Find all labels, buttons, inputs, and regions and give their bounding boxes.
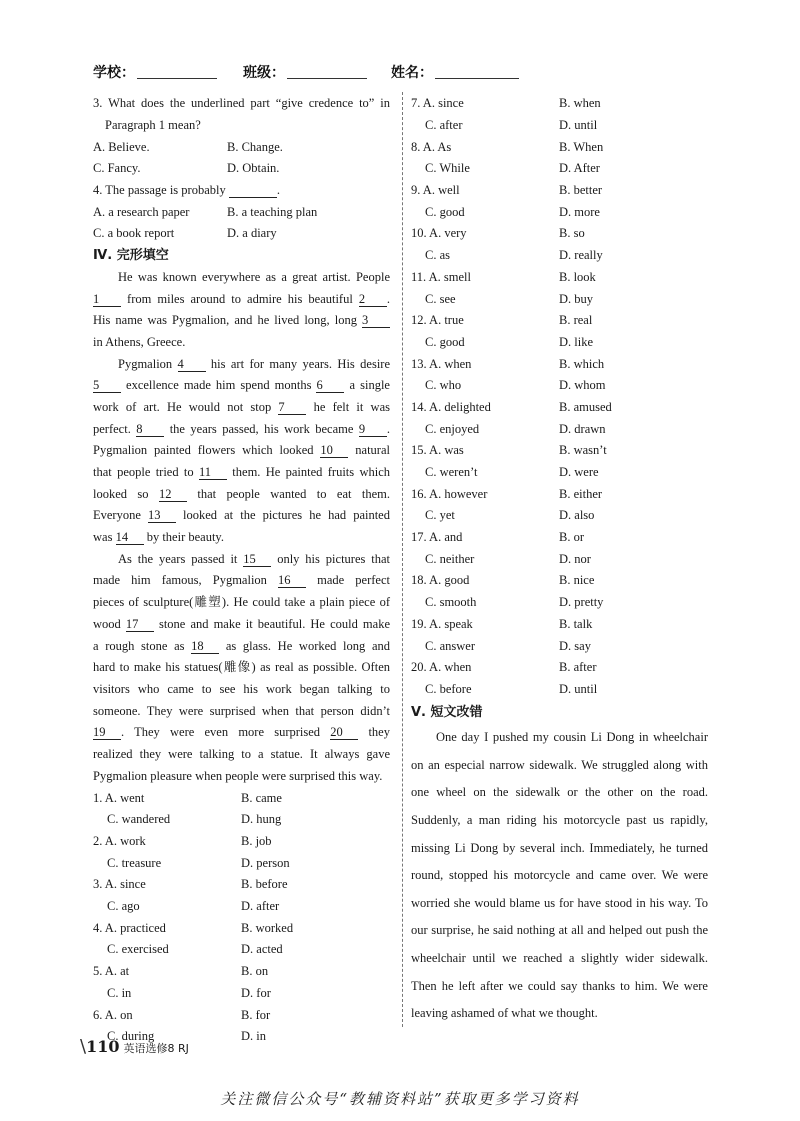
cloze-options-right bbox=[411, 93, 708, 700]
section-4-title: Ⅳ. 完形填空 bbox=[93, 247, 169, 263]
correction-line: round, stopped his motorcycle and came over. We were bbox=[411, 868, 708, 883]
cloze-option[interactable]: D. whom bbox=[559, 378, 606, 393]
name-field bbox=[391, 62, 519, 82]
cloze-option[interactable]: D. more bbox=[559, 204, 600, 219]
cloze-line bbox=[93, 289, 390, 311]
correction-line: our surprise, he said nothing at all and helped out push the bbox=[411, 923, 708, 938]
cloze-option[interactable]: 11. A. smell bbox=[411, 269, 471, 284]
cloze-option[interactable]: D. until bbox=[559, 681, 598, 696]
correction-line: Then he left after we could say thanks to him. We were bbox=[411, 978, 708, 993]
q4-option-a[interactable]: A. a research paper bbox=[93, 204, 190, 219]
cloze-line bbox=[93, 592, 390, 614]
cloze-option-row bbox=[93, 917, 390, 939]
cloze-option[interactable]: D. after bbox=[241, 899, 280, 914]
cloze-option[interactable]: B. nice bbox=[559, 573, 595, 588]
cloze-text: He was known everywhere as a great artist. People bbox=[93, 269, 390, 284]
cloze-option[interactable]: 19. A. speak bbox=[411, 616, 473, 631]
cloze-text: Everyone bbox=[93, 508, 148, 523]
cloze-blank-11[interactable]: 11 bbox=[199, 465, 227, 480]
cloze-option[interactable]: B. after bbox=[559, 660, 597, 675]
cloze-text: stone and make it beautiful. He could make bbox=[153, 616, 390, 631]
cloze-option[interactable]: C. as bbox=[425, 248, 450, 263]
cloze-option[interactable]: C. answer bbox=[425, 638, 475, 653]
cloze-option[interactable]: 20. A. when bbox=[411, 660, 472, 675]
cloze-option[interactable]: 1. A. went bbox=[93, 790, 145, 805]
page-mark-icon: \ bbox=[80, 1036, 87, 1057]
cloze-option[interactable]: B. on bbox=[241, 964, 269, 979]
footer-note: 关注微信公众号“教辅资料站”获取更多学习资料 bbox=[220, 1090, 580, 1108]
cloze-line bbox=[93, 505, 390, 527]
cloze-options-left bbox=[93, 787, 390, 1047]
cloze-blank-19[interactable]: 19 bbox=[93, 725, 121, 740]
cloze-option-row bbox=[411, 375, 708, 397]
q3-options-row bbox=[93, 158, 390, 180]
cloze-option-row bbox=[411, 288, 708, 310]
class-field bbox=[243, 62, 367, 82]
cloze-blank-5[interactable]: 5 bbox=[93, 378, 121, 393]
correction-line: One day I pushed my cousin Li Dong in wheelchair bbox=[411, 730, 708, 745]
cloze-line bbox=[93, 570, 390, 592]
cloze-option[interactable]: D. After bbox=[559, 161, 600, 176]
cloze-text: from miles around to admire his beautiful bbox=[121, 291, 359, 306]
correction-line: leaving ashamed of what we thought. bbox=[411, 1006, 598, 1021]
cloze-text: that people tried to bbox=[93, 465, 199, 479]
cloze-line bbox=[93, 462, 390, 484]
cloze-text: made him famous, Pygmalion bbox=[93, 573, 279, 588]
cloze-option-row bbox=[411, 310, 708, 332]
cloze-option-row bbox=[411, 223, 708, 245]
cloze-text: His name was Pygmalion, and he lived long, long bbox=[93, 313, 362, 328]
cloze-option[interactable]: C. see bbox=[425, 291, 456, 306]
cloze-passage bbox=[93, 267, 390, 788]
cloze-text: As the years passed it bbox=[93, 551, 244, 566]
cloze-blank-15[interactable]: 15 bbox=[243, 552, 271, 567]
cloze-blank-7[interactable]: 7 bbox=[278, 400, 306, 415]
cloze-option-row bbox=[411, 418, 708, 440]
right-column bbox=[411, 93, 708, 1028]
q4-stem-text: 4. The passage is probably bbox=[93, 182, 226, 197]
cloze-text: . They were even more surprised bbox=[121, 725, 331, 740]
cloze-line bbox=[93, 766, 390, 788]
cloze-option-row bbox=[411, 332, 708, 354]
cloze-option-row bbox=[93, 787, 390, 809]
cloze-blank-20[interactable]: 20 bbox=[330, 725, 358, 740]
cloze-line bbox=[93, 440, 390, 462]
correction-line: one wheel on the sidewalk or the other on the road. bbox=[411, 785, 708, 800]
cloze-option-row bbox=[93, 809, 390, 831]
cloze-option[interactable]: B. real bbox=[559, 313, 593, 328]
correction-line: on an especial narrow sidewalk. We struggled along with bbox=[411, 757, 708, 772]
cloze-blank-2[interactable]: 2 bbox=[359, 292, 387, 307]
cloze-option-row bbox=[411, 527, 708, 549]
cloze-text: his art for many years. His desire bbox=[205, 356, 390, 371]
cloze-option[interactable]: 4. A. practiced bbox=[93, 920, 166, 935]
class-label: 班级： bbox=[243, 65, 285, 81]
cloze-option-row bbox=[93, 896, 390, 918]
cloze-option[interactable]: C. good bbox=[425, 334, 465, 349]
cloze-option[interactable]: B. worked bbox=[241, 920, 294, 935]
cloze-option[interactable]: 16. A. however bbox=[411, 486, 488, 501]
cloze-line bbox=[93, 701, 390, 723]
cloze-option[interactable]: 14. A. delighted bbox=[411, 399, 491, 414]
cloze-option[interactable]: 13. A. when bbox=[411, 356, 472, 371]
cloze-option[interactable]: B. came bbox=[241, 790, 282, 805]
cloze-option[interactable]: 8. A. As bbox=[411, 139, 452, 154]
q4-options-row bbox=[93, 223, 390, 245]
cloze-blank-13[interactable]: 13 bbox=[148, 508, 176, 523]
cloze-line bbox=[93, 549, 390, 571]
school-field bbox=[93, 62, 217, 82]
cloze-option[interactable]: D. pretty bbox=[559, 595, 604, 610]
section-5-title: Ⅴ. 短文改错 bbox=[411, 705, 483, 721]
cloze-option-row bbox=[411, 635, 708, 657]
cloze-text: was bbox=[93, 530, 116, 545]
error-correction-passage bbox=[411, 724, 708, 1028]
cloze-option[interactable]: B. look bbox=[559, 269, 596, 284]
cloze-option[interactable]: D. were bbox=[559, 465, 599, 480]
q4-option-b[interactable]: B. a teaching plan bbox=[227, 204, 318, 219]
cloze-text: Pygmalion pleasure when people were surprised this way. bbox=[93, 768, 383, 783]
cloze-text: only his pictures that bbox=[271, 551, 391, 566]
cloze-text: that people wanted to eat them. bbox=[186, 486, 390, 501]
cloze-option[interactable]: 2. A. work bbox=[93, 834, 146, 849]
cloze-text: . bbox=[386, 291, 390, 306]
cloze-option-row bbox=[411, 353, 708, 375]
cloze-option[interactable]: C. during bbox=[107, 1029, 155, 1044]
correction-line: missing Li Dong by several inch. Immediately, he turned bbox=[411, 840, 708, 855]
cloze-option[interactable]: D. like bbox=[559, 334, 594, 349]
cloze-line bbox=[93, 267, 390, 289]
cloze-text: . bbox=[386, 421, 390, 436]
class-blank[interactable] bbox=[287, 64, 367, 79]
cloze-option[interactable]: C. neither bbox=[425, 551, 475, 566]
cloze-option-row bbox=[411, 115, 708, 137]
cloze-option-row bbox=[93, 939, 390, 961]
correction-line: Suddenly, a man riding his motorcycle past us rapidly, bbox=[411, 813, 708, 828]
cloze-option[interactable]: B. when bbox=[559, 96, 601, 111]
cloze-option[interactable]: D. really bbox=[559, 248, 603, 263]
q3-option-c[interactable]: C. Fancy. bbox=[93, 161, 141, 176]
cloze-option-row bbox=[411, 570, 708, 592]
q3-option-a[interactable]: A. Believe. bbox=[93, 139, 150, 154]
cloze-option[interactable]: C. before bbox=[425, 681, 472, 696]
cloze-line bbox=[93, 332, 390, 354]
cloze-option-row bbox=[411, 245, 708, 267]
cloze-text: made perfect bbox=[306, 573, 391, 588]
cloze-text: Pygmalion bbox=[93, 356, 178, 371]
cloze-option[interactable]: D. hung bbox=[241, 812, 282, 827]
school-blank[interactable] bbox=[137, 64, 217, 79]
cloze-blank-1[interactable]: 1 bbox=[93, 292, 121, 307]
cloze-option-row bbox=[411, 397, 708, 419]
cloze-option-row bbox=[93, 874, 390, 896]
cloze-option-row bbox=[411, 614, 708, 636]
cloze-text: wood bbox=[93, 616, 126, 631]
cloze-text: by their beauty. bbox=[143, 530, 224, 545]
cloze-blank-10[interactable]: 10 bbox=[320, 443, 348, 458]
q3-option-b[interactable]: B. Change. bbox=[227, 139, 283, 154]
cloze-option[interactable]: D. nor bbox=[559, 551, 591, 566]
cloze-line bbox=[93, 527, 390, 549]
q4-stem-end: . bbox=[276, 182, 280, 197]
cloze-option[interactable]: D. person bbox=[241, 855, 290, 870]
school-label: 学校： bbox=[93, 65, 135, 81]
q3-options-row bbox=[93, 136, 390, 158]
cloze-option[interactable]: B. before bbox=[241, 877, 288, 892]
cloze-blank-16[interactable]: 16 bbox=[278, 573, 306, 588]
cloze-blank-14[interactable]: 14 bbox=[116, 530, 144, 545]
cloze-option-row bbox=[411, 201, 708, 223]
cloze-text: the years passed, his work became bbox=[164, 421, 359, 436]
cloze-text: he felt it was bbox=[306, 399, 390, 414]
cloze-option[interactable]: C. good bbox=[425, 204, 465, 219]
cloze-text: as glass. He worked long and bbox=[219, 638, 390, 653]
name-label: 姓名： bbox=[391, 65, 433, 81]
cloze-option[interactable]: B. or bbox=[559, 530, 584, 545]
cloze-option[interactable]: B. either bbox=[559, 486, 603, 501]
cloze-option-row bbox=[411, 679, 708, 701]
page-number: 110 bbox=[86, 1037, 120, 1056]
cloze-option-row bbox=[411, 592, 708, 614]
cloze-text: them. He painted fruits which bbox=[226, 465, 391, 479]
cloze-option[interactable]: 9. A. well bbox=[411, 183, 460, 198]
cloze-option-row bbox=[411, 267, 708, 289]
column-divider bbox=[402, 92, 403, 1027]
cloze-line bbox=[93, 722, 390, 744]
cloze-option[interactable]: D. in bbox=[241, 1029, 266, 1044]
cloze-text: a rough stone as bbox=[93, 638, 192, 653]
correction-line: worried she would blame us for have stood in his way. To bbox=[411, 895, 708, 910]
cloze-text: a single bbox=[344, 378, 390, 393]
cloze-text: realized they were talking to a statue. It always gave bbox=[93, 746, 390, 761]
cloze-option-row bbox=[93, 961, 390, 983]
cloze-line bbox=[93, 419, 390, 441]
cloze-option[interactable]: C. enjoyed bbox=[425, 421, 480, 436]
cloze-option[interactable]: D. drawn bbox=[559, 421, 606, 436]
cloze-text: looked so bbox=[93, 486, 159, 501]
cloze-option[interactable]: B. which bbox=[559, 356, 605, 371]
cloze-line bbox=[93, 310, 390, 332]
cloze-blank-8[interactable]: 8 bbox=[136, 422, 164, 437]
name-blank[interactable] bbox=[435, 64, 519, 79]
cloze-line bbox=[93, 614, 390, 636]
cloze-blank-3[interactable]: 3 bbox=[362, 313, 390, 328]
cloze-text: perfect. bbox=[93, 421, 137, 436]
cloze-text: visitors who came to see his work began talking to bbox=[93, 681, 390, 696]
cloze-option-row bbox=[93, 831, 390, 853]
cloze-blank-4[interactable]: 4 bbox=[178, 357, 206, 372]
cloze-option[interactable]: B. amused bbox=[559, 399, 612, 414]
cloze-option-row bbox=[411, 158, 708, 180]
cloze-blank-12[interactable]: 12 bbox=[159, 487, 187, 502]
cloze-option[interactable]: 18. A. good bbox=[411, 573, 470, 588]
cloze-option[interactable]: 12. A. true bbox=[411, 313, 464, 328]
cloze-option-row bbox=[411, 440, 708, 462]
cloze-line bbox=[93, 657, 390, 679]
cloze-line bbox=[93, 679, 390, 701]
cloze-option[interactable]: C. smooth bbox=[425, 595, 477, 610]
cloze-blank-9[interactable]: 9 bbox=[359, 422, 387, 437]
q4-blank[interactable] bbox=[229, 183, 277, 198]
cloze-option[interactable]: 5. A. at bbox=[93, 964, 130, 979]
cloze-text: hard to make his statues(雕像) as real as possible. Often bbox=[93, 660, 390, 675]
page-footer bbox=[80, 1036, 189, 1057]
cloze-option[interactable]: D. also bbox=[559, 508, 595, 523]
cloze-option[interactable]: C. weren’t bbox=[425, 465, 478, 480]
cloze-option[interactable]: D. say bbox=[559, 638, 591, 653]
cloze-text: natural bbox=[348, 443, 390, 458]
cloze-line bbox=[93, 354, 390, 376]
cloze-blank-17[interactable]: 17 bbox=[126, 617, 154, 632]
cloze-option[interactable]: C. who bbox=[425, 378, 462, 393]
cloze-option[interactable]: 10. A. very bbox=[411, 226, 467, 241]
cloze-option[interactable]: B. better bbox=[559, 183, 603, 198]
cloze-text: in Athens, Greece. bbox=[93, 334, 186, 349]
q4-options-row bbox=[93, 201, 390, 223]
cloze-option[interactable]: B. for bbox=[241, 1007, 271, 1022]
cloze-line bbox=[93, 484, 390, 506]
cloze-text: excellence made him spend months bbox=[121, 378, 317, 393]
cloze-option-row bbox=[411, 462, 708, 484]
cloze-option[interactable]: C. treasure bbox=[107, 855, 162, 870]
cloze-option-row bbox=[411, 93, 708, 115]
cloze-blank-18[interactable]: 18 bbox=[191, 639, 219, 654]
cloze-text: someone. They were surprised when that person didn’t bbox=[93, 703, 390, 718]
cloze-line bbox=[93, 744, 390, 766]
cloze-option[interactable]: 15. A. was bbox=[411, 443, 464, 458]
cloze-option[interactable]: 3. A. since bbox=[93, 877, 146, 892]
correction-line: wheelchair until we reached a slightly wider sidewalk. bbox=[411, 951, 708, 965]
cloze-option-row bbox=[93, 852, 390, 874]
cloze-option[interactable]: 7. A. since bbox=[411, 96, 464, 111]
left-column bbox=[93, 93, 390, 1048]
q4-stem bbox=[93, 180, 390, 202]
q3-stem-line2: Paragraph 1 mean? bbox=[105, 117, 201, 132]
cloze-option-row bbox=[411, 505, 708, 527]
cloze-text: pieces of sculpture(雕塑). He could take a plain piece of bbox=[93, 595, 390, 610]
cloze-option[interactable]: C. yet bbox=[425, 508, 455, 523]
cloze-option-row bbox=[411, 483, 708, 505]
cloze-option[interactable]: B. When bbox=[559, 139, 604, 154]
cloze-option[interactable]: 6. A. on bbox=[93, 1007, 133, 1022]
cloze-option[interactable]: 17. A. and bbox=[411, 530, 463, 545]
cloze-line bbox=[93, 375, 390, 397]
cloze-line bbox=[93, 636, 390, 658]
cloze-option[interactable]: C. While bbox=[425, 161, 470, 176]
cloze-option-row bbox=[411, 548, 708, 570]
cloze-text: looked at the pictures he had painted bbox=[175, 508, 390, 523]
cloze-option[interactable]: D. acted bbox=[241, 942, 283, 957]
cloze-option[interactable]: D. buy bbox=[559, 291, 594, 306]
cloze-option-row bbox=[411, 136, 708, 158]
cloze-option[interactable]: B. so bbox=[559, 226, 585, 241]
q3-option-d[interactable]: D. Obtain. bbox=[227, 161, 280, 176]
cloze-option[interactable]: B. job bbox=[241, 834, 272, 849]
q4-option-d[interactable]: D. a diary bbox=[227, 226, 277, 241]
cloze-option[interactable]: C. exercised bbox=[107, 942, 169, 957]
cloze-option-row bbox=[93, 1004, 390, 1026]
q4-option-c[interactable]: C. a book report bbox=[93, 226, 175, 241]
cloze-option[interactable]: D. for bbox=[241, 985, 271, 1000]
q3-stem-line1: 3. What does the underlined part “give credence to” in bbox=[93, 96, 390, 110]
cloze-option[interactable]: C. ago bbox=[107, 899, 140, 914]
cloze-line bbox=[93, 397, 390, 419]
cloze-blank-6[interactable]: 6 bbox=[316, 378, 344, 393]
cloze-option-row bbox=[411, 657, 708, 679]
cloze-option[interactable]: B. wasn’t bbox=[559, 443, 607, 458]
cloze-option[interactable]: C. after bbox=[425, 118, 463, 133]
cloze-option[interactable]: C. in bbox=[107, 985, 132, 1000]
cloze-option[interactable]: B. talk bbox=[559, 616, 593, 631]
cloze-option-row bbox=[411, 180, 708, 202]
cloze-option-row bbox=[93, 983, 390, 1005]
cloze-text: work of art. He would not stop bbox=[93, 399, 279, 414]
cloze-option[interactable]: D. until bbox=[559, 118, 598, 133]
cloze-text: Pygmalion painted flowers which looked bbox=[93, 443, 321, 458]
book-label: 英语选修8 RJ bbox=[123, 1042, 189, 1055]
cloze-text: they bbox=[358, 725, 390, 740]
cloze-option[interactable]: C. wandered bbox=[107, 812, 171, 827]
